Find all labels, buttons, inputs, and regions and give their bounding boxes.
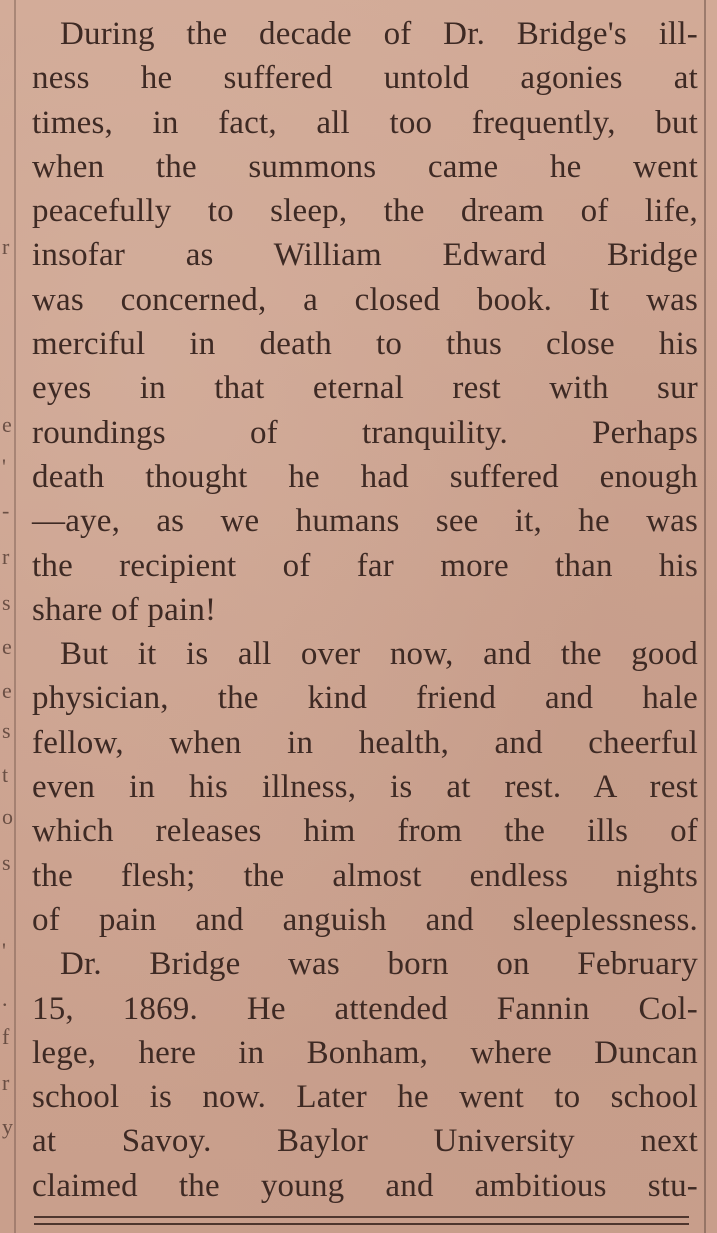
margin-fragment: - — [2, 498, 10, 523]
text-line: even in his illness, is at rest. A rest — [32, 769, 698, 806]
margin-fragment: ' — [2, 938, 6, 963]
text-line: —aye, as we humans see it, he was — [32, 503, 698, 540]
bottom-rule-upper — [34, 1216, 689, 1218]
left-column-rule — [14, 0, 16, 1233]
bottom-rule-lower — [34, 1223, 689, 1225]
margin-fragment: f — [2, 1024, 10, 1049]
text-line: Dr. Bridge was born on February — [60, 946, 698, 983]
article-column — [32, 12, 698, 1208]
margin-fragment: s — [2, 850, 11, 875]
text-line: share of pain! — [32, 591, 217, 628]
text-line: But it is all over now, and the good — [60, 636, 698, 673]
text-line: the flesh; the almost endless nights — [32, 857, 698, 894]
margin-fragment: r — [2, 544, 10, 569]
margin-fragment: r — [2, 234, 10, 259]
text-line: school is now. Later he went to school — [32, 1079, 698, 1116]
margin-fragment: y — [2, 1114, 13, 1139]
text-line: was concerned, a closed book. It was — [32, 281, 698, 318]
text-line: roundings of tranquility. Perhaps — [32, 414, 698, 451]
text-line: peacefully to sleep, the dream of life, — [32, 193, 698, 230]
margin-fragment: t — [2, 762, 9, 787]
text-line: During the decade of Dr. Bridge's ill- — [60, 16, 698, 52]
paragraph-1 — [32, 12, 698, 632]
paragraph-2 — [32, 632, 698, 942]
text-line: which releases him from the ills of — [32, 813, 698, 850]
margin-fragment: o — [2, 804, 13, 829]
margin-fragment: ' — [2, 454, 6, 479]
text-line: insofar as William Edward Bridge — [32, 237, 698, 274]
text-line: physician, the kind friend and hale — [32, 680, 698, 717]
text-line: eyes in that eternal rest with sur — [32, 370, 698, 407]
margin-fragment: s — [2, 718, 11, 743]
text-line: fellow, when in health, and cheerful — [32, 724, 698, 761]
text-line: 15, 1869. He attended Fannin Col- — [32, 990, 698, 1027]
right-column-rule — [704, 0, 706, 1233]
text-line: when the summons came he went — [32, 148, 698, 185]
text-line: of pain and anguish and sleeplessness. — [32, 901, 698, 938]
text-line: times, in fact, all too frequently, but — [32, 104, 698, 141]
margin-fragment: e — [2, 678, 12, 703]
text-line: death thought he had suffered enough — [32, 458, 698, 495]
text-line: the recipient of far more than his — [32, 547, 698, 584]
margin-fragment: . — [2, 986, 8, 1011]
margin-fragment: e — [2, 412, 12, 437]
margin-fragment: r — [2, 1070, 10, 1095]
text-line: lege, here in Bonham, where Duncan — [32, 1034, 698, 1071]
paragraph-3 — [32, 942, 698, 1208]
text-line: merciful in death to thus close his — [32, 326, 698, 363]
margin-fragment: s — [2, 590, 11, 615]
text-line: at Savoy. Baylor University next — [32, 1123, 698, 1160]
text-line: claimed the young and ambitious stu- — [32, 1167, 698, 1204]
margin-fragment: e — [2, 634, 12, 659]
text-line: ness he suffered untold agonies at — [32, 60, 698, 97]
